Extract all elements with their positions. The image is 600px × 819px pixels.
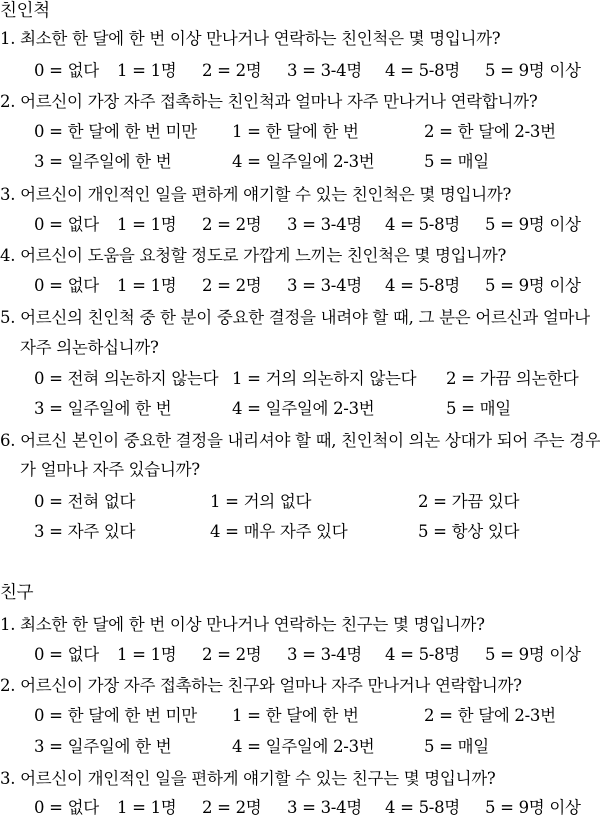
- option[interactable]: 3 = 3-4명: [287, 215, 362, 234]
- option[interactable]: 0 = 없다: [34, 798, 99, 817]
- option[interactable]: 5 = 9명 이상: [485, 645, 581, 664]
- option[interactable]: 3 = 3-4명: [287, 798, 362, 817]
- option[interactable]: 4 = 5-8명: [385, 798, 460, 817]
- option[interactable]: 1 = 거의 없다: [210, 492, 312, 511]
- options-row: [0, 398, 600, 420]
- question-text: 6. 어르신 본인이 중요한 결정을 내리셔야 할 때, 친인척이 의논 상대가 되어 주는 경우: [0, 431, 600, 450]
- option[interactable]: 3 = 일주일에 한 번: [34, 737, 172, 756]
- option[interactable]: 2 = 2명: [202, 215, 262, 234]
- option[interactable]: 4 = 일주일에 2-3번: [232, 737, 375, 756]
- option[interactable]: 2 = 한 달에 2-3번: [424, 122, 556, 141]
- question-text: 1. 최소한 한 달에 한 번 이상 만나거나 연락하는 친구는 몇 명입니까?: [0, 615, 485, 634]
- option[interactable]: 5 = 9명 이상: [485, 798, 581, 817]
- option[interactable]: 0 = 한 달에 한 번 미만: [34, 122, 197, 141]
- question-text: 2. 어르신이 가장 자주 접촉하는 친구와 얼마나 자주 만나거나 연락합니까?: [0, 676, 522, 695]
- option[interactable]: 0 = 한 달에 한 번 미만: [34, 706, 197, 725]
- option[interactable]: 0 = 없다: [34, 645, 99, 664]
- option[interactable]: 5 = 매일: [424, 737, 489, 756]
- option[interactable]: 3 = 일주일에 한 번: [34, 399, 172, 418]
- section-title-relatives: 친인척: [0, 1, 50, 21]
- question-text: 4. 어르신이 도움을 요청할 정도로 가깝게 느끼는 친인척은 몇 명입니까?: [0, 246, 507, 265]
- option[interactable]: 3 = 3-4명: [287, 645, 362, 664]
- option[interactable]: 3 = 3-4명: [287, 61, 362, 80]
- options-row: [0, 368, 600, 390]
- options-row: [0, 644, 600, 666]
- option[interactable]: 5 = 항상 있다: [418, 522, 520, 541]
- option[interactable]: 2 = 가끔 있다: [418, 492, 520, 511]
- option[interactable]: 1 = 1명: [117, 798, 177, 817]
- question-text: 3. 어르신이 개인적인 일을 편하게 얘기할 수 있는 친구는 몇 명입니까?: [0, 769, 496, 788]
- option[interactable]: 2 = 2명: [202, 798, 262, 817]
- options-row: [0, 521, 600, 543]
- option[interactable]: 2 = 한 달에 2-3번: [424, 706, 556, 725]
- question-text: 3. 어르신이 개인적인 일을 편하게 얘기할 수 있는 친인척은 몇 명입니까?: [0, 185, 512, 204]
- option[interactable]: 3 = 3-4명: [287, 276, 362, 295]
- option[interactable]: 4 = 일주일에 2-3번: [232, 152, 375, 171]
- options-row: [0, 121, 600, 143]
- option[interactable]: 5 = 매일: [424, 152, 489, 171]
- option[interactable]: 1 = 한 달에 한 번: [232, 122, 359, 141]
- question-text: 5. 어르신의 친인척 중 한 분이 중요한 결정을 내려야 할 때, 그 분은 어르신과 얼마나: [0, 308, 590, 327]
- option[interactable]: 4 = 매우 자주 있다: [210, 522, 348, 541]
- option[interactable]: 4 = 5-8명: [385, 215, 460, 234]
- options-row: [0, 797, 600, 819]
- option[interactable]: 4 = 5-8명: [385, 276, 460, 295]
- option[interactable]: 4 = 5-8명: [385, 61, 460, 80]
- option[interactable]: 2 = 2명: [202, 276, 262, 295]
- option[interactable]: 0 = 전혀 의논하지 않는다: [34, 369, 219, 388]
- option[interactable]: 4 = 5-8명: [385, 645, 460, 664]
- option[interactable]: 2 = 2명: [202, 645, 262, 664]
- option[interactable]: 1 = 1명: [117, 276, 177, 295]
- question-text-continued: 가 얼마나 자주 있습니까?: [20, 460, 200, 479]
- option[interactable]: 4 = 일주일에 2-3번: [232, 399, 375, 418]
- question-text: 2. 어르신이 가장 자주 접촉하는 친인척과 얼마나 자주 만나거나 연락합니까?: [0, 92, 538, 111]
- option[interactable]: 5 = 9명 이상: [485, 276, 581, 295]
- question-text: 1. 최소한 한 달에 한 번 이상 만나거나 연락하는 친인척은 몇 명입니까?: [0, 29, 501, 48]
- option[interactable]: 0 = 없다: [34, 276, 99, 295]
- option[interactable]: 2 = 가끔 의논한다: [446, 369, 579, 388]
- option[interactable]: 2 = 2명: [202, 61, 262, 80]
- option[interactable]: 0 = 전혀 없다: [34, 492, 136, 511]
- option[interactable]: 5 = 매일: [446, 399, 511, 418]
- option[interactable]: 1 = 거의 의논하지 않는다: [232, 369, 417, 388]
- options-row: [0, 60, 600, 82]
- option[interactable]: 5 = 9명 이상: [485, 215, 581, 234]
- options-row: [0, 275, 600, 297]
- option[interactable]: 0 = 없다: [34, 61, 99, 80]
- options-row: [0, 214, 600, 236]
- option[interactable]: 3 = 자주 있다: [34, 522, 136, 541]
- option[interactable]: 0 = 없다: [34, 215, 99, 234]
- option[interactable]: 3 = 일주일에 한 번: [34, 152, 172, 171]
- options-row: [0, 151, 600, 173]
- options-row: [0, 491, 600, 513]
- option[interactable]: 1 = 한 달에 한 번: [232, 706, 359, 725]
- options-row: [0, 705, 600, 727]
- option[interactable]: 1 = 1명: [117, 61, 177, 80]
- question-text-continued: 자주 의논하십니까?: [20, 338, 159, 357]
- option[interactable]: 1 = 1명: [117, 645, 177, 664]
- option[interactable]: 1 = 1명: [117, 215, 177, 234]
- option[interactable]: 5 = 9명 이상: [485, 61, 581, 80]
- section-title-friends: 친구: [0, 583, 34, 603]
- options-row: [0, 736, 600, 758]
